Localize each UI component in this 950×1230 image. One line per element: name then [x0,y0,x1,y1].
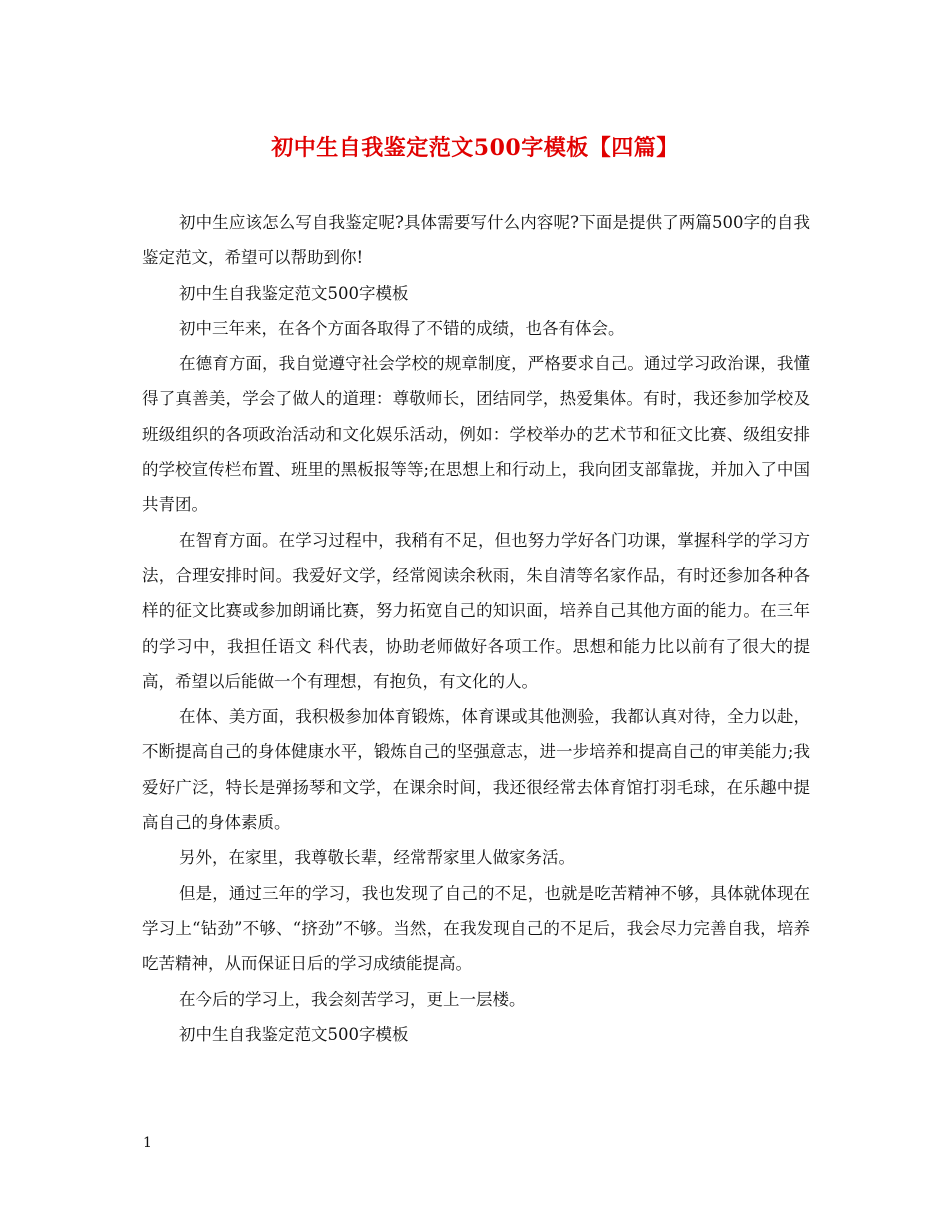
page-number: 1 [143,1135,152,1151]
paragraph-intro: 初中生应该怎么写自我鉴定呢?具体需要写什么内容呢?下面是提供了两篇500字的自我鉴定范文，希望可以帮助到你! [142,213,810,268]
paragraph-intellectual-education: 在智育方面。在学习过程中，我稍有不足，但也努力学好各门功课，掌握科学的学习方法，合理安排时间。我爱好文学，经常阅读余秋雨，朱自清等名家作品，有时还参加各种各样的征文比赛或参加朗诵比赛，努力拓宽自己的知识面，培养自己其他方面的能力。在三年的学习中，我担任语文 科代表，协助老师做好各项工作。思想和能力比以前有了很大的提高，希望以后能做一个有理想，有抱负，有文化的人。 [142,530,810,691]
paragraph-moral-education: 在德育方面，我自觉遵守社会学校的规章制度，严格要求自己。通过学习政治课，我懂得了真善美，学会了做人的道理：尊敬师长，团结同学，热爱集体。有时，我还参加学校及班级组织的各项政治活动和文化娱乐活动，例如：学校举办的艺术节和征文比赛、级组安排的学校宣传栏布置、班里的黑板报等等;在思想上和行动上，我向团支部靠拢，并加入了中国共青团。 [142,354,810,515]
paragraph-subheading-2: 初中生自我鉴定范文500字模板 [179,1024,409,1044]
paragraph-overview: 初中三年来，在各个方面各取得了不错的成绩，也各有体会。 [179,318,625,338]
document-body [142,205,810,1052]
paragraph-future: 在今后的学习上，我会刻苦学习，更上一层楼。 [179,989,526,1009]
paragraph-home: 另外，在家里，我尊敬长辈，经常帮家里人做家务活。 [179,848,575,868]
paragraph-physical-aesthetic: 在体、美方面，我积极参加体育锻炼，体育课或其他测验，我都认真对待，全力以赴，不断提高自己的身体健康水平，锻炼自己的坚强意志，进一步培养和提高自己的审美能力;我爱好广泛，特长是弹扬琴和文学，在课余时间，我还很经常去体育馆打羽毛球，在乐趣中提高自己的身体素质。 [142,707,810,833]
paragraph-shortcomings: 但是，通过三年的学习，我也发现了自己的不足，也就是吃苦精神不够，具体就体现在学习上“钻劲”不够、“挤劲”不够。当然，在我发现自己的不足后，我会尽力完善自我，培养吃苦精神，从而保证日后的学习成绩能提高。 [142,883,810,974]
document-title: 初中生自我鉴定范文500字模板【四篇】 [271,135,679,161]
paragraph-subheading: 初中生自我鉴定范文500字模板 [179,283,409,303]
